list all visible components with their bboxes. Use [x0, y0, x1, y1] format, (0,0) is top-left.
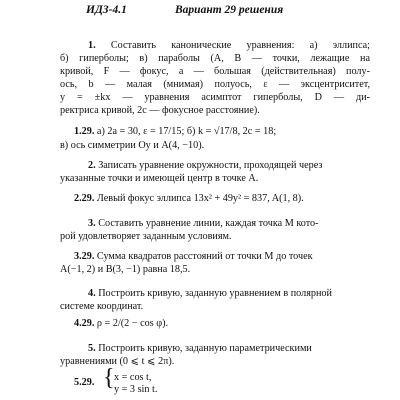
- subtask-2-29-text: Левый фокус эллипса 13x² + 49y² = 837, A(1, 8).: [96, 193, 304, 204]
- task1-line-1: [88, 40, 370, 52]
- subtask-1-29-line-2: в) ось симметрии Oy и A(4, −10).: [60, 140, 205, 151]
- task3-text-1: Составить уравнение линии, каждая точка M кото-: [98, 218, 319, 229]
- subtask-4-29: [74, 318, 400, 330]
- header-right: Вариант 29 решения: [175, 4, 284, 16]
- task4-text-1: Построить кривую, заданную уравнением в полярной: [98, 288, 332, 299]
- system-line-2: y = 3 sin t.: [114, 384, 158, 395]
- task4-line-2: системе координат.: [60, 301, 144, 312]
- subtask-5-29-number: 5.29.: [74, 377, 95, 388]
- subtask-1-29-text-1: а) 2a = 30, ε = 17/15; б) k = √17/8, 2c = 18;: [96, 126, 277, 137]
- task5-number: 5.: [88, 343, 96, 354]
- task5-text-1: Построить кривую, заданную параметрическими: [98, 343, 312, 354]
- task5-line-1: [88, 343, 400, 355]
- subtask-3-29-text-1: Сумма квадратов расстояний от точки M до точек: [96, 251, 313, 262]
- task3-line-2: рой удовлетворяет заданным условиям.: [60, 231, 232, 242]
- task1-line-3: кривой, F — фокус, a — большая (действительная) полу-: [60, 66, 370, 77]
- subtask-3-29-number: 3.29.: [74, 251, 95, 262]
- task1-number: 1.: [88, 40, 96, 51]
- header-left: ИДЗ-4.1: [86, 4, 127, 16]
- subtask-4-29-text: ρ = 2/(2 − cos φ).: [96, 318, 169, 329]
- task4-number: 4.: [88, 288, 96, 299]
- system-brace: {: [103, 365, 115, 391]
- task5-line-2: уравнениями (0 ⩽ t ⩽ 2π).: [60, 356, 175, 367]
- system-line-1: x = cos t,: [114, 372, 152, 383]
- subtask-2-29: [74, 193, 400, 205]
- subtask-1-29-number: 1.29.: [74, 126, 95, 137]
- task4-line-1: [88, 288, 400, 300]
- task3-line-1: [88, 218, 400, 230]
- task1-line-4: ось, b — малая (мнимая) полуось, ε — эксцентриситет,: [60, 79, 370, 90]
- task3-number: 3.: [88, 218, 96, 229]
- task1-line-6: ректриса кривой, 2c — фокусное расстояние).: [60, 105, 260, 116]
- task2-number: 2.: [88, 160, 96, 171]
- subtask-3-29-line-1: [74, 251, 400, 263]
- task1-text-1: Составить канонические уравнения: а) эллипса;: [110, 40, 371, 51]
- task2-line-2: указанные точки и имеющей центр в точке A.: [60, 173, 259, 184]
- subtask-4-29-number: 4.29.: [74, 318, 95, 329]
- task2-text-1: Записать уравнение окружности, проходящей через: [98, 160, 323, 171]
- task1-line-2: б) гиперболы; в) параболы (A, B — точки, лежащие на: [60, 53, 370, 64]
- subtask-3-29-line-2: A(−1, 2) и B(3, −1) равна 18,5.: [60, 264, 191, 275]
- task1-line-5: y = ±kx — уравнения асимптот гиперболы, D — ди-: [60, 92, 370, 103]
- subtask-2-29-number: 2.29.: [74, 193, 95, 204]
- task2-line-1: [88, 160, 400, 172]
- subtask-1-29-line-1: [74, 126, 400, 138]
